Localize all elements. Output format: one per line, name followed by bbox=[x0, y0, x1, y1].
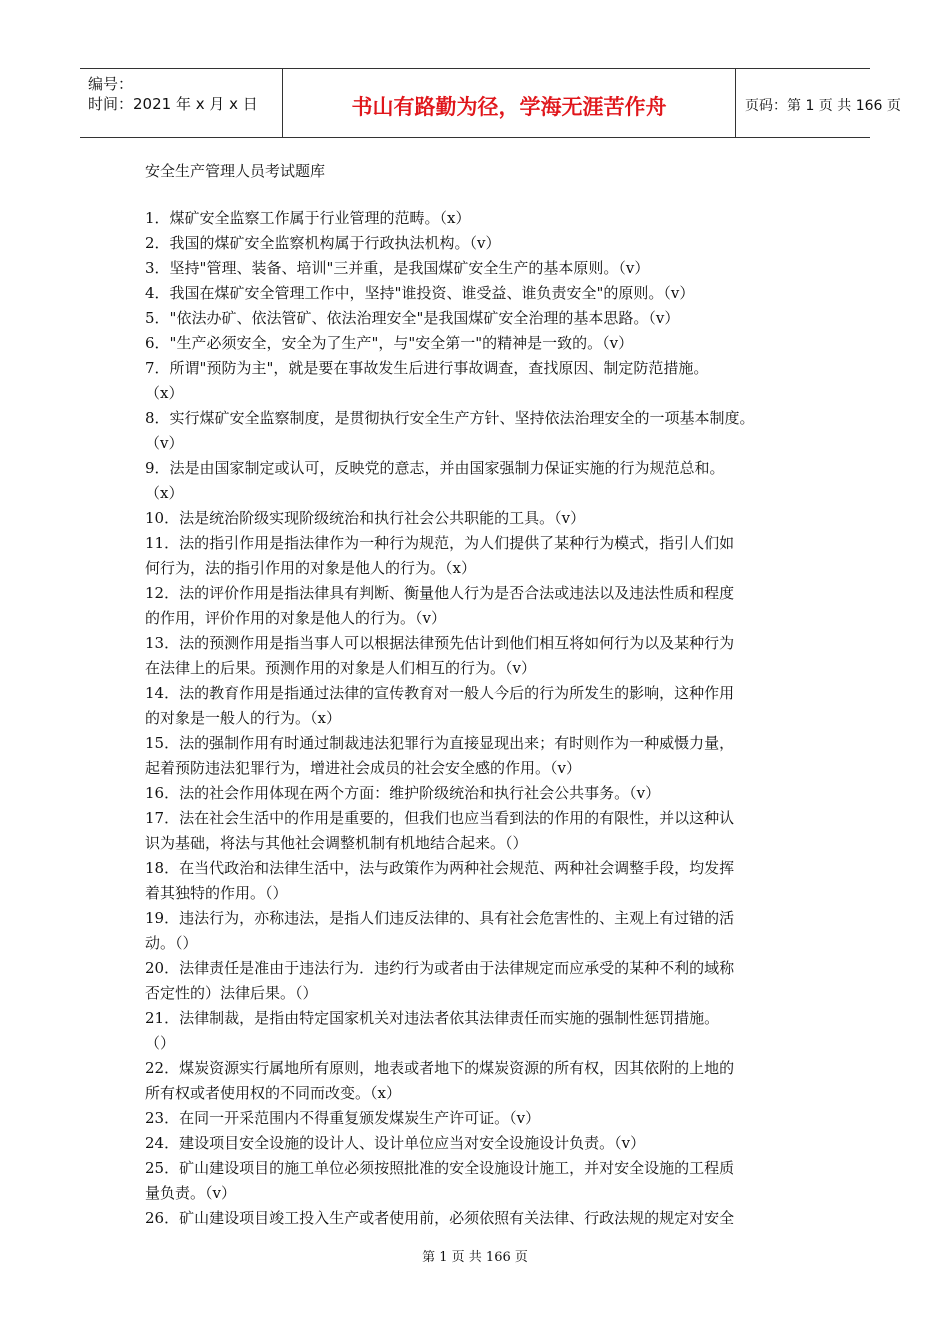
question-item: 12．法的评价作用是指法律具有判断、衡量他人行为是否合法或违法以及违法性质和程度 的作用，评价作用的对象是他人的行为。（v） bbox=[145, 584, 735, 627]
page-footer: 第 1 页 共 166 页 bbox=[422, 1250, 528, 1265]
question-item: 1．煤矿安全监察工作属于行业管理的范畴。（x） bbox=[145, 209, 471, 227]
header-motto-cell bbox=[282, 69, 736, 137]
motto: 书山有路勤为径，学海无涯苦作舟 bbox=[351, 95, 667, 119]
question-item: 25．矿山建设项目的施工单位必须按照批准的安全设施设计施工，并对安全设施的工程质 量负责。（v） bbox=[145, 1159, 735, 1202]
question-item: 24．建设项目安全设施的设计人、设计单位应当对安全设施设计负责。（v） bbox=[145, 1134, 646, 1152]
question-item: 23．在同一开采范围内不得重复颁发煤炭生产许可证。（v） bbox=[145, 1109, 541, 1127]
document-title: 安全生产管理人员考试题库 bbox=[145, 162, 326, 180]
page-number-label: 页码：第 1 页 共 166 页 bbox=[745, 98, 901, 114]
question-item: 4．我国在煤矿安全管理工作中，坚持"谁投资、谁受益、谁负责安全"的原则。（v） bbox=[145, 284, 695, 302]
question-item: 9．法是由国家制定或认可，反映党的意志，并由国家强制力保证实施的行为规范总和。 （x） bbox=[145, 459, 725, 502]
header-page-cell bbox=[735, 69, 901, 137]
question-item: 19．违法行为，亦称违法，是指人们违反法律的、具有社会危害性的、主观上有过错的活 动。（） bbox=[145, 909, 735, 952]
question-item: 18．在当代政治和法律生活中，法与政策作为两种社会规范、两种社会调整手段，均发挥 着其独特的作用。（） bbox=[145, 859, 735, 902]
question-item: 20．法律责任是准由于违法行为．违约行为或者由于法律规定而应承受的某种不利的域称 否定性的）法律后果。（） bbox=[145, 959, 735, 1002]
header-meta bbox=[80, 69, 282, 137]
date-label: 时间：2021 年 x 月 x 日 bbox=[88, 95, 258, 113]
question-item: 14．法的教育作用是指通过法律的宣传教育对一般人今后的行为所发生的影响，这种作用 的对象是一般人的行为。（x） bbox=[145, 684, 735, 727]
question-item: 5．"依法办矿、依法管矿、依法治理安全"是我国煤矿安全治理的基本思路。（v） bbox=[145, 309, 680, 327]
question-item: 7．所谓"预防为主"，就是要在事故发生后进行事故调查，查找原因、制定防范措施。 （x） bbox=[145, 359, 709, 402]
question-item: 22．煤炭资源实行属地所有原则，地表或者地下的煤炭资源的所有权，因其依附的上地的 所有权或者使用权的不同而改变。（x） bbox=[145, 1059, 735, 1102]
question-item: 8．实行煤矿安全监察制度，是贯彻执行安全生产方针、坚持依法治理安全的一项基本制度。 （v） bbox=[145, 409, 755, 452]
question-item: 3．坚持"管理、装备、培训"三并重，是我国煤矿安全生产的基本原则。（v） bbox=[145, 259, 650, 277]
question-item: 15．法的强制作用有时通过制裁违法犯罪行为直接显现出来；有时则作为一种威慑力量， 起着预防违法犯罪行为，增进社会成员的社会安全感的作用。（v） bbox=[145, 734, 735, 777]
question-item: 10．法是统治阶级实现阶级统治和执行社会公共职能的工具。（v） bbox=[145, 509, 586, 527]
question-item: 13．法的预测作用是指当事人可以根据法律预先估计到他们相互将如何行为以及某种行为 在法律上的后果。预测作用的对象是人们相互的行为。（v） bbox=[145, 634, 735, 677]
question-item: 16．法的社会作用体现在两个方面：维护阶级统治和执行社会公共事务。（v） bbox=[145, 784, 661, 802]
question-item: 26．矿山建设项目竣工投入生产或者使用前，必须依照有关法律、行政法规的规定对安全 bbox=[145, 1209, 735, 1227]
question-item: 21．法律制裁，是指由特定国家机关对违法者依其法律责任而实施的强制性惩罚措施。 （） bbox=[145, 1009, 720, 1052]
question-item: 17．法在社会生活中的作用是重要的，但我们也应当看到法的作用的有限性，并以这种认 识为基础，将法与其他社会调整机制有机地结合起来。（） bbox=[145, 809, 735, 852]
page-header bbox=[80, 68, 901, 138]
question-list bbox=[145, 206, 825, 1231]
question-item: 2．我国的煤矿安全监察机构属于行政执法机构。（v） bbox=[145, 234, 501, 252]
number-label: 编号： bbox=[88, 75, 134, 93]
question-item: 11．法的指引作用是指法律作为一种行为规范，为人们提供了某种行为模式，指引人们如 何行为，法的指引作用的对象是他人的行为。（x） bbox=[145, 534, 735, 577]
question-item: 6．"生产必须安全，安全为了生产"，与"安全第一"的精神是一致的。（v） bbox=[145, 334, 634, 352]
